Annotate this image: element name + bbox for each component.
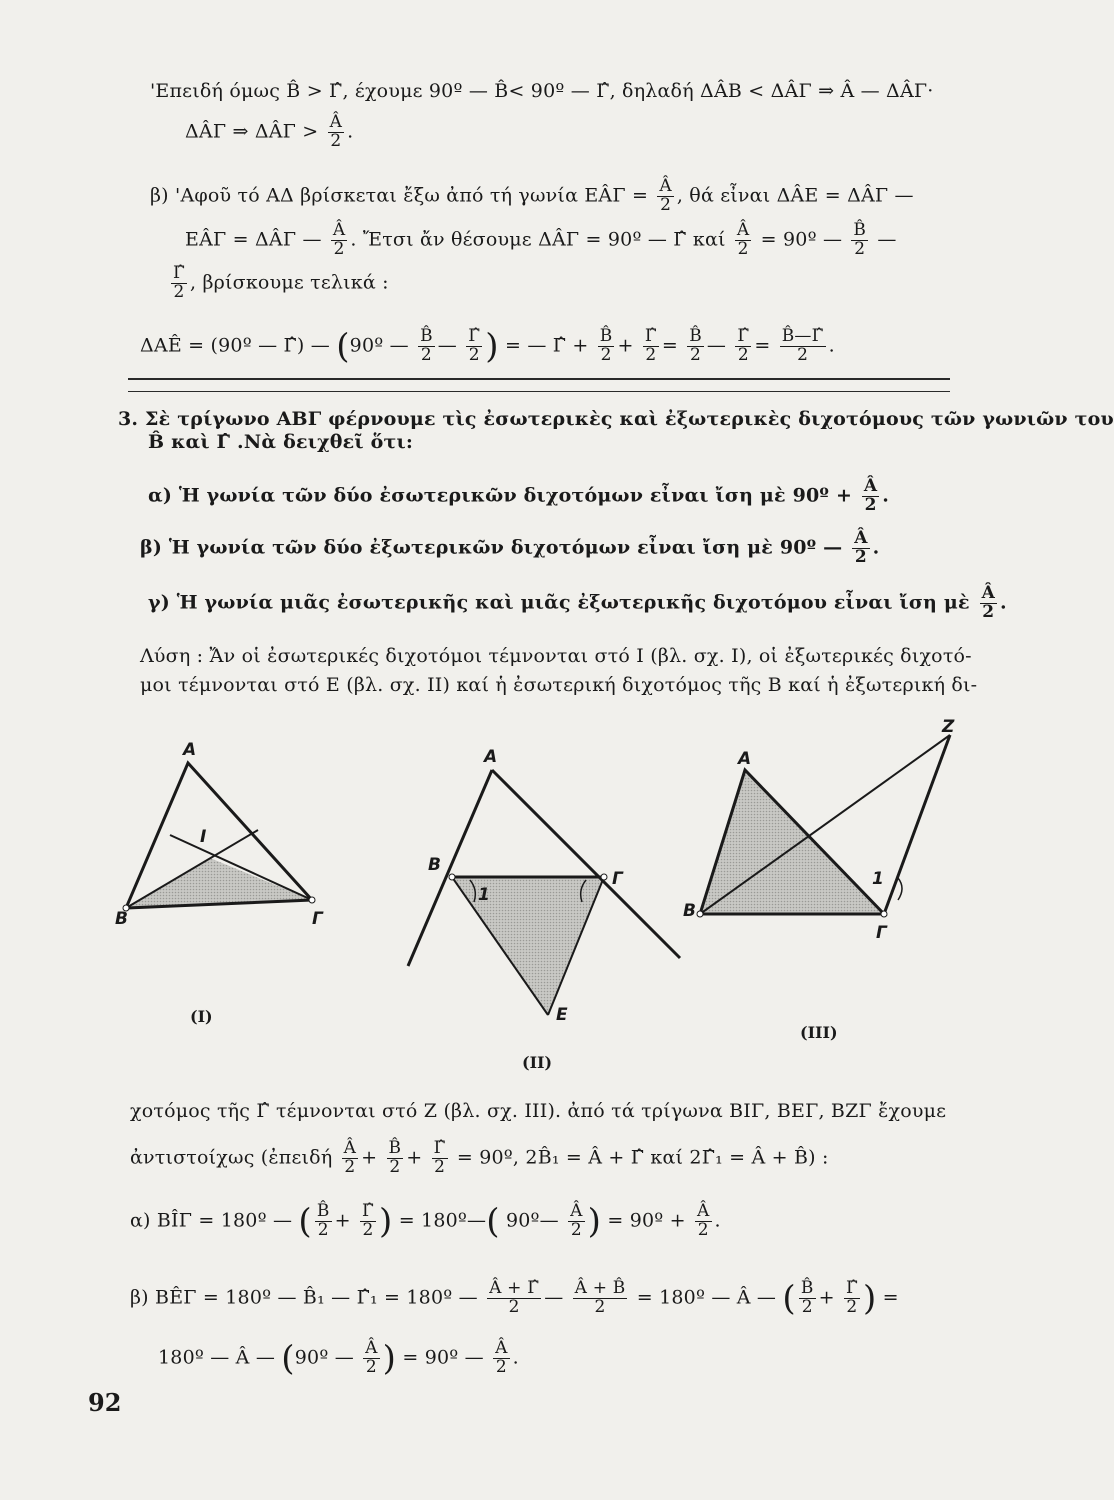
fraction: $\frac{Â}{2}$ bbox=[659, 176, 672, 215]
problem-part-b: β) Ἡ γωνία τῶν δύο ἐξωτερικῶν διχοτόμων εἶναι ἴση μὲ 90º — $\frac{Â}{2}$ . bbox=[140, 528, 880, 567]
proof-final: ΔΑÊ = (90º — Γ̂) — (90º — $\frac{B̂}{2}$ — $\frac{\Gammâ}{2}$ ) = — Γ̂ + $\frac{B̂}{2}$ + $\frac{\Gammâ}{2}$ = $\frac{B̂}{2}$ — $\frac{\Gammâ}{2}$ = $\frac{B̂—\Gammâ}{2}$ . bbox=[140, 326, 835, 367]
fraction: $\frac{B̂}{2}$ bbox=[689, 326, 702, 365]
fig3-label-a: A bbox=[738, 749, 752, 769]
fraction: $\frac{Â}{2}$ bbox=[981, 583, 995, 622]
proof-b-line-3: $\frac{\Gammâ}{2}$ , βρίσκουμε τελικά : bbox=[173, 263, 389, 302]
proof-line-2: ΔÂΓ ⇒ ΔÂΓ > $\frac{Â}{2}$ . bbox=[185, 112, 354, 151]
fig2-label-b: B bbox=[428, 855, 441, 875]
fraction: $\frac{Â}{2}$ bbox=[365, 1338, 378, 1377]
solution-line-2: μοι τέμνονται στό Ε (βλ. σχ. ΙΙ) καί ἡ ἐσωτερική διχοτόμος τῆς Β καί ἡ ἐξωτερική δι- bbox=[140, 674, 978, 696]
fraction: $\frac{Â}{2}$ bbox=[697, 1201, 710, 1240]
fraction: $\frac{\Gammâ}{2}$ bbox=[361, 1201, 374, 1240]
fig1-caption: (I) bbox=[190, 1007, 213, 1026]
fraction: $\frac{\Gammâ}{2}$ bbox=[644, 326, 657, 365]
problem-statement-2: B̂ καὶ Γ̂ .Νὰ δειχθεῖ ὅτι: bbox=[148, 431, 414, 453]
fraction: $\frac{Â}{2}$ bbox=[854, 528, 868, 567]
fraction: $\frac{Â + \Gammâ}{2}$ bbox=[489, 1278, 540, 1317]
fraction: $\frac{\Gammâ}{2}$ bbox=[468, 326, 481, 365]
solution-line-3: χοτόμος τῆς Γ̂ τέμνονται στό Ζ (βλ. σχ. ΙΙΙ). ἀπό τά τρίγωνα ΒΙΓ, ΒΕΓ, ΒΖΓ ἔχουμε bbox=[130, 1100, 947, 1122]
fig3-label-g: Γ bbox=[876, 923, 887, 943]
fraction: $\frac{B̂}{2}$ bbox=[800, 1278, 814, 1317]
fig3-ext-bisector-g bbox=[884, 735, 950, 914]
fraction: $\frac{Â}{2}$ bbox=[863, 476, 878, 515]
fraction: $\frac{\Gammâ}{2}$ bbox=[737, 326, 750, 365]
fraction: $\frac{B̂}{2}$ bbox=[420, 326, 433, 365]
fraction: $\frac{\Gammâ}{2}$ bbox=[845, 1278, 858, 1317]
fraction: $\frac{B̂}{2}$ bbox=[388, 1138, 402, 1177]
fraction: $\frac{B̂}{2}$ bbox=[599, 326, 613, 365]
proof-b-line-2: ΕÂΓ = ΔÂΓ — $\frac{Â}{2}$ . Ἔτσι ἄν θέσουμε ΔÂΓ = 90º — Γ̂ καί $\frac{Â}{2}$ = 90º — $\frac{B̂}{2}$ — bbox=[185, 220, 897, 259]
fig3-shaded-region bbox=[700, 770, 884, 914]
fig1-label-i: I bbox=[200, 827, 207, 847]
solution-line-4: ἀντιστοίχως (ἐπειδή $\frac{Â}{2}$ + $\frac{B̂}{2}$ + $\frac{\Gammâ}{2}$ = 90º, 2B̂₁ = Â + Γ̂ καί 2Γ̂₁ = Â + B̂) : bbox=[130, 1138, 829, 1177]
problem-part-c: γ) Ἡ γωνία μιᾶς ἐσωτερικῆς καὶ μιᾶς ἐξωτερικῆς διχοτόμου εἶναι ἴση μὲ $\frac{Â}{2}$ . bbox=[148, 583, 1007, 622]
fig1-label-a: A bbox=[183, 740, 197, 760]
fraction: $\frac{Â}{2}$ bbox=[332, 220, 346, 259]
fig3-label-1: 1 bbox=[872, 869, 884, 889]
fig2-label-a: A bbox=[484, 747, 498, 767]
problem-part-a: α) Ἡ γωνία τῶν δύο ἐσωτερικῶν διχοτόμων εἶναι ἴση μὲ 90º + $\frac{Â}{2}$ . bbox=[148, 476, 890, 515]
fig2-label-e: E bbox=[556, 1005, 568, 1025]
fig1-label-b: B bbox=[115, 909, 128, 929]
fig1-label-g: Γ bbox=[312, 909, 323, 929]
fraction: $\frac{Â}{2}$ bbox=[343, 1138, 357, 1177]
fraction: $\frac{Â}{2}$ bbox=[495, 1338, 508, 1377]
fraction: $\frac{Â}{2}$ bbox=[736, 220, 750, 259]
fig2-label-g: Γ bbox=[612, 869, 623, 889]
fig3-label-z: Z bbox=[942, 717, 955, 737]
fraction: $\frac{Â}{2}$ bbox=[570, 1201, 583, 1240]
fraction: $\frac{\Gammâ}{2}$ bbox=[173, 263, 185, 302]
fig3-caption: (III) bbox=[800, 1023, 838, 1042]
fig2-side-ab-ext bbox=[408, 770, 492, 966]
fig3-label-b: B bbox=[683, 901, 696, 921]
fig2-caption: (II) bbox=[522, 1053, 553, 1072]
solution-line-1: Λύση : Ἄν οἱ ἐσωτερικές διχοτόμοι τέμνονται στό Ι (βλ. σχ. Ι), οἱ ἐξωτερικές διχοτό- bbox=[140, 645, 972, 667]
page-number: 92 bbox=[88, 1388, 122, 1417]
figure-3 bbox=[683, 717, 955, 1042]
solution-b-continued: 180º — Â — (90º — $\frac{Â}{2}$ ) = 90º — $\frac{Â}{2}$ . bbox=[158, 1338, 519, 1379]
fraction: $\frac{Â + B̂}{2}$ bbox=[574, 1278, 626, 1317]
fraction: $\frac{B̂}{2}$ bbox=[853, 220, 867, 259]
figure-1 bbox=[115, 740, 324, 1026]
figure-2 bbox=[408, 747, 680, 1072]
solution-b: β) ΒÊΓ = 180º — B̂₁ — Γ̂₁ = 180º — $\frac{Â + \Gammâ}{2}$ — $\frac{Â + B̂}{2}$ = 180º — Â — ( $\frac{B̂}{2}$ + $\frac{\Gammâ}{2}$ ) = bbox=[130, 1278, 899, 1319]
solution-a: α) ΒÎΓ = 180º — ( $\frac{B̂}{2}$ + $\frac{\Gammâ}{2}$ ) = 180º—( 90º— $\frac{Â}{2}$ ) = 90º + $\frac{Â}{2}$ . bbox=[130, 1201, 721, 1242]
fraction: $\frac{Â}{2}$ bbox=[329, 112, 343, 151]
proof-b-line-1: β) 'Αφοῦ τό ΑΔ βρίσκεται ἔξω ἀπό τή γωνία ΕÂΓ = $\frac{Â}{2}$ , θά εἶναι ΔÂΕ = ΔÂΓ — bbox=[150, 176, 914, 215]
problem-statement-1: 3. Σὲ τρίγωνο ΑΒΓ φέρνουμε τὶς ἐσωτερικὲς καὶ ἐξωτερικὲς διχοτόμους τῶν γωνιῶν του bbox=[118, 408, 1114, 430]
proof-line-1: 'Επειδή όμως B̂ > Γ̂, έχουμε 90º — B̂< 90º — Γ̂, δηλαδή ΔÂB < ΔÂΓ ⇒ Â — ΔÂΓ· bbox=[150, 80, 934, 102]
fraction: $\frac{B̂}{2}$ bbox=[316, 1201, 330, 1240]
fraction: $\frac{B̂—\Gammâ}{2}$ bbox=[781, 326, 824, 365]
fraction: $\frac{\Gammâ}{2}$ bbox=[433, 1138, 446, 1177]
fig2-label-1: 1 bbox=[478, 885, 490, 905]
